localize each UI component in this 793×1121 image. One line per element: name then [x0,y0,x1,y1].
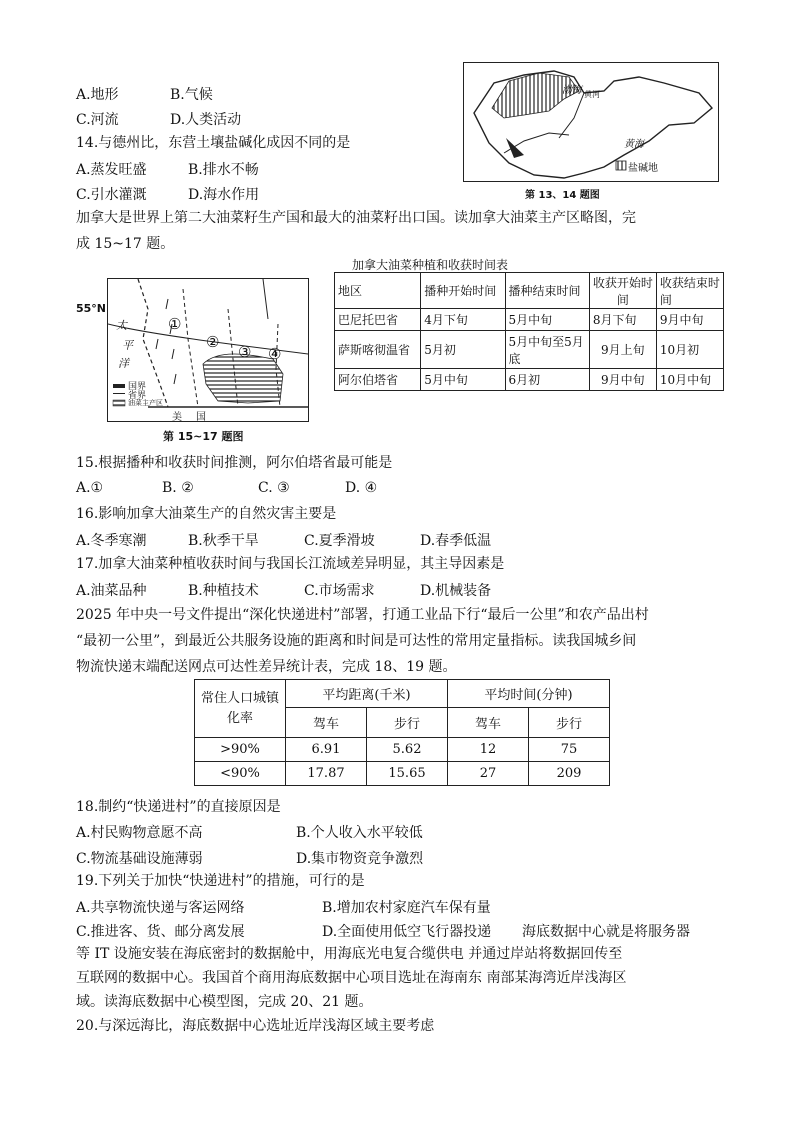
q14-option-d: D.海水作用 [188,187,260,203]
region-2: ② [206,333,220,351]
intro1-line2: 成 15~17 题。 [76,236,175,252]
map-shandong [463,62,719,182]
q14-option-b: B.排水不畅 [188,162,259,178]
legend-border: 国界 [128,382,147,392]
q15-option-d: D. ④ [345,480,378,496]
q16-option-c: C.夏季滑坡 [304,533,375,549]
q14-option-c: C.引水灌溉 [76,187,147,203]
table-cell: 10月初 [656,331,723,369]
table-cell: 9月中旬 [589,369,656,391]
table2-header-distance: 平均距离(千米) [286,680,448,708]
region-4: ④ [268,345,282,363]
ocean-label-2: 平 [122,339,133,352]
table-row [335,331,724,369]
table-cell: 5.62 [367,738,448,762]
intro1-line1: 加拿大是世界上第二大油菜籽生产国和最大的油菜籽出口国。读加拿大油菜主产区略图，完 [76,210,636,226]
table1-title: 加拿大油菜种植和收获时间表 [352,258,509,272]
table1-header-sow-start: 播种开始时间 [421,273,505,309]
legend-province: 省界 [128,391,147,401]
q19-option-a: A.共享物流快递与客运网络 [76,900,245,916]
table-cell: 6月初 [505,369,589,391]
intro2-line1: 2025 年中央一号文件提出“深化快递进村”部署，打通工业品下行“最后一公里”和农产品出村 [76,607,649,623]
q18-option-b: B.个人收入水平较低 [296,825,423,841]
table1-header-sow-end: 播种结束时间 [505,273,589,309]
map1-caption: 第 13、14 题图 [525,190,600,201]
label-huanghai: 黄海 [624,139,644,150]
table-cell: 阿尔伯塔省 [335,369,421,391]
q16-option-d: D.春季低温 [420,533,492,549]
q15-option-b: B. ② [162,480,194,496]
table-cell: 萨斯喀彻温省 [335,331,421,369]
ocean-label-1: 太 [116,319,127,332]
table-row [335,309,724,331]
table-cell: 9月上旬 [589,331,656,369]
intro2-line2: “最初一公里”，到最近公共服务设施的距离和时间是可达性的常用定量指标。读我国城乡间 [76,633,637,649]
table2-sub-walk: 步行 [529,708,610,738]
legend-canola: 油菜主产区 [128,399,163,407]
table-cell: <90% [195,762,286,786]
q13-option-a: A.地形 [76,87,119,103]
q13-option-d: D.人类活动 [170,112,242,128]
table-cell: 75 [529,738,610,762]
table2-sub-walk: 步行 [367,708,448,738]
q15-stem: 15.根据播种和收获时间推测，阿尔伯塔省最可能是 [76,455,393,471]
region-1: ① [168,315,182,333]
table-row [195,762,610,786]
q19-stem: 19.下列关于加快“快递进村”的措施，可行的是 [76,873,365,889]
latitude-label: 55°N [76,302,107,315]
table1-header-harvest-start: 收获开始时间 [589,273,656,309]
q17-stem: 17.加拿大油菜种植收获时间与我国长江流域差异明显，其主导因素是 [76,556,505,572]
table-cell: 209 [529,762,610,786]
table-row [335,369,724,391]
intro3-line2: 等 IT 设施安装在海底密封的数据舱中，用海底光电复合缆供电 并通过岸站将数据回传至 [76,946,623,962]
delivery-accessibility-table [194,679,610,786]
table-cell: 5月中旬 [421,369,505,391]
label-bohai: 渤海 [562,85,582,96]
intro2-line3: 物流快递末端配送网点可达性差异统计表，完成 18、19 题。 [76,659,457,675]
q18-stem: 18.制约“快递进村”的直接原因是 [76,799,281,815]
q13-option-c: C.河流 [76,112,119,128]
table2-sub-drive: 驾车 [286,708,367,738]
intro3-line1: 海底数据中心就是将服务器 [522,924,690,940]
country-label-1: 美 [172,412,182,423]
q16-stem: 16.影响加拿大油菜生产的自然灾害主要是 [76,506,337,522]
table-cell: 8月下旬 [589,309,656,331]
table-row [195,738,610,762]
q14-option-a: A.蒸发旺盛 [76,162,147,178]
map2-caption: 第 15~17 题图 [163,430,244,443]
map-canada [107,278,309,422]
label-huanghe: 黄河 [584,90,600,99]
q15-option-c: C. ③ [258,480,290,496]
q20-stem: 20.与深远海比，海底数据中心选址近岸浅海区域主要考虑 [76,1018,435,1034]
q16-option-a: A.冬季寒潮 [76,533,147,549]
table2-sub-drive: 驾车 [448,708,529,738]
ocean-label-3: 洋 [118,357,129,370]
table-cell: 6.91 [286,738,367,762]
country-label-2: 国 [196,412,206,423]
q17-option-d: D.机械装备 [420,583,492,599]
q18-option-d: D.集市物资竞争激烈 [296,851,424,867]
table2-header-urbanization: 常住人口城镇化率 [195,680,286,738]
region-3: ③ [238,343,252,361]
table-cell: 12 [448,738,529,762]
q18-option-c: C.物流基础设施薄弱 [76,851,203,867]
table-cell: 4月下旬 [421,309,505,331]
table-cell: 9月中旬 [656,309,723,331]
intro3-line4: 域。读海底数据中心模型图，完成 20、21 题。 [76,994,373,1010]
q17-option-c: C.市场需求 [304,583,375,599]
q19-option-d: D.全面使用低空飞行器投递 [322,924,492,940]
q14-stem: 14.与德州比，东营土壤盐碱化成因不同的是 [76,135,351,151]
table2-header-time: 平均时间(分钟) [448,680,610,708]
table-cell: 10月中旬 [656,369,723,391]
map-shandong-figure [464,63,718,181]
q18-option-a: A.村民购物意愿不高 [76,825,203,841]
q16-option-b: B.秋季干旱 [188,533,259,549]
table1-header-harvest-end: 收获结束时间 [656,273,723,309]
table-cell: >90% [195,738,286,762]
table-cell: 5月中旬至5月底 [505,331,589,369]
table-cell: 巴尼托巴省 [335,309,421,331]
canola-timing-table [334,272,724,391]
q15-option-a: A.① [76,480,104,496]
q13-option-b: B.气候 [170,87,213,103]
legend-saline-land: 盐碱地 [628,163,658,174]
table-cell: 5月中旬 [505,309,589,331]
table-cell: 5月初 [421,331,505,369]
q17-option-a: A.油菜品种 [76,583,147,599]
table-cell: 15.65 [367,762,448,786]
table-cell: 27 [448,762,529,786]
q19-option-c: C.推进客、货、邮分离发展 [76,924,245,940]
table-cell: 17.87 [286,762,367,786]
table1-header-region: 地区 [335,273,421,309]
q19-option-b: B.增加农村家庭汽车保有量 [322,900,491,916]
intro3-line3: 互联网的数据中心。我国首个商用海底数据中心项目选址在海南东 南部某海湾近岸浅海区 [76,970,627,986]
q17-option-b: B.种植技术 [188,583,259,599]
